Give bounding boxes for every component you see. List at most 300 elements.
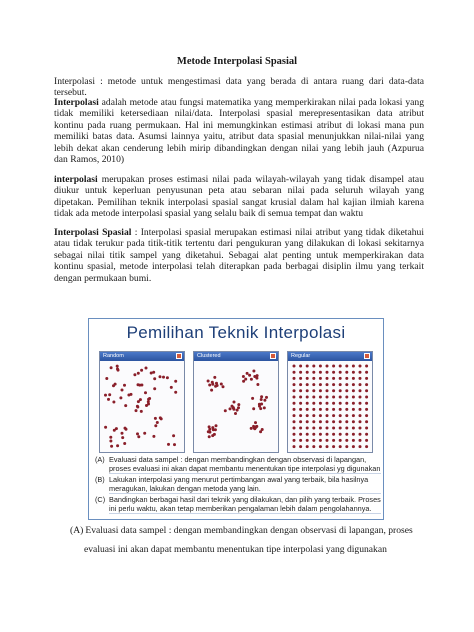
regular-point: [345, 427, 348, 430]
regular-point: [293, 389, 296, 392]
random-point: [121, 436, 124, 439]
regular-point: [365, 396, 368, 399]
regular-point: [352, 371, 355, 374]
step-text: Lakukan interpolasi yang menurut pertimbangan awal yang terbaik, bila hasilnya meragukan, lakukan dengan metoda yang lain.: [109, 475, 381, 494]
regular-point: [352, 408, 355, 411]
caption-line-2: evaluasi ini akan dapat membantu menentukan tipe interpolasi yang digunakan: [84, 544, 387, 555]
regular-point: [306, 414, 309, 417]
regular-point: [299, 414, 302, 417]
regular-point: [326, 439, 329, 442]
paragraph-estimasi-text: merupakan proses estimasi nilai pada wilayah-wilayah yang tidak disampel atau diukur untuk keperluan penyusunan peta atau sebaran nilai pada seluruh wilayah yang dipetakan. Pemilihan teknik interpolasi spasial sangat krusial dalam hal kajian ilmiah karena tidak ada metode interpolasi spasial yang selalu baik di semua tempat dan waktu: [54, 174, 424, 220]
random-point: [105, 377, 108, 380]
clustered-point: [253, 427, 256, 430]
window-titlebar-random: [100, 352, 184, 361]
random-point: [150, 372, 153, 375]
regular-point: [299, 445, 302, 448]
random-point: [162, 376, 165, 379]
regular-point: [312, 383, 315, 386]
regular-point: [332, 445, 335, 448]
clustered-points-plot: [194, 361, 278, 452]
document-title: Metode Interpolasi Spasial: [176, 56, 298, 67]
random-point: [152, 435, 155, 438]
random-point: [137, 435, 140, 438]
step-letter: (B): [95, 474, 105, 484]
figure-title: Pemilihan Teknik Interpolasi: [126, 323, 346, 342]
figure-step-a: [95, 455, 381, 474]
regular-point: [359, 433, 362, 436]
regular-points-plot: [288, 361, 372, 452]
regular-point: [332, 408, 335, 411]
regular-point: [312, 414, 315, 417]
regular-point: [339, 396, 342, 399]
regular-point: [352, 420, 355, 423]
regular-point: [365, 371, 368, 374]
regular-point: [312, 433, 315, 436]
regular-point: [365, 408, 368, 411]
regular-point: [345, 445, 348, 448]
paragraph-spasial-text: : Interpolasi spasial merupakan estimasi nilai atribut yang tidak diketahui atau tidak terukur pada titik-titik tertentu dari pengukuran yang dilakukan di lokasi sekitarnya sebagai nilai titik sampel yang diketahui. Sebagai alat penting untuk memperkirakan data kontinu spasial, metode interpolasi telah diterapkan pada berbagai disiplin ilmu yang terkait dengan permukaan bumi.: [54, 227, 424, 284]
regular-point: [332, 439, 335, 442]
random-point: [121, 432, 124, 435]
regular-point: [359, 402, 362, 405]
regular-point: [359, 383, 362, 386]
regular-point: [326, 402, 329, 405]
regular-point: [293, 365, 296, 368]
random-point: [154, 424, 157, 427]
random-point: [136, 405, 139, 408]
clustered-point: [263, 406, 266, 409]
regular-point: [352, 389, 355, 392]
clustered-point: [237, 406, 240, 409]
close-icon: [364, 353, 370, 359]
regular-point: [306, 383, 309, 386]
regular-point: [319, 396, 322, 399]
regular-point: [365, 389, 368, 392]
regular-point: [359, 420, 362, 423]
clustered-point: [256, 383, 259, 386]
regular-point: [359, 427, 362, 430]
clustered-point: [234, 412, 237, 415]
regular-point: [332, 420, 335, 423]
random-point: [159, 416, 162, 419]
random-point: [156, 421, 159, 424]
regular-point: [352, 433, 355, 436]
regular-point: [312, 420, 315, 423]
figure-steps-list: [95, 455, 381, 515]
regular-point: [306, 433, 309, 436]
regular-point: [365, 383, 368, 386]
regular-point: [312, 439, 315, 442]
regular-point: [319, 383, 322, 386]
regular-point: [293, 414, 296, 417]
close-icon: [270, 353, 276, 359]
regular-point: [312, 396, 315, 399]
regular-point: [359, 377, 362, 380]
clustered-point: [208, 384, 211, 387]
clustered-point: [250, 427, 253, 430]
regular-point: [293, 383, 296, 386]
regular-point: [365, 427, 368, 430]
figure-step-b: [95, 475, 381, 494]
random-point: [104, 426, 107, 429]
clustered-point: [215, 424, 218, 427]
step-text: Bandingkan berbagai hasil dari teknik yang dilakukan, dan pilih yang terbaik. Proses ini perlu waktu, akan tetap memberikan pengalaman lebih dalam pengolahannya.: [109, 494, 381, 514]
paragraph-definition: Interpolasi : metode untuk mengestimasi data yang berada di antara ruang dari data-data tersebut.: [54, 76, 424, 99]
random-point: [167, 443, 170, 446]
window-titlebar-regular: [288, 352, 372, 361]
random-point: [148, 397, 151, 400]
regular-point: [312, 371, 315, 374]
regular-point: [345, 402, 348, 405]
regular-point: [306, 377, 309, 380]
regular-point: [345, 414, 348, 417]
regular-point: [345, 365, 348, 368]
regular-point: [306, 396, 309, 399]
clustered-point: [254, 421, 257, 424]
regular-point: [345, 371, 348, 374]
regular-point: [299, 408, 302, 411]
regular-point: [339, 414, 342, 417]
random-point: [159, 375, 162, 378]
regular-point: [332, 365, 335, 368]
regular-point: [299, 402, 302, 405]
clustered-point: [211, 434, 214, 437]
clustered-point: [213, 376, 216, 379]
random-point: [113, 429, 116, 432]
regular-point: [306, 408, 309, 411]
regular-point: [299, 420, 302, 423]
regular-point: [359, 408, 362, 411]
figure-step-c: [95, 495, 381, 514]
random-point: [138, 384, 141, 387]
regular-point: [339, 427, 342, 430]
regular-point: [345, 389, 348, 392]
regular-point: [339, 420, 342, 423]
random-point: [124, 427, 127, 430]
random-point: [109, 440, 112, 443]
regular-point: [293, 371, 296, 374]
random-point: [110, 445, 113, 448]
random-point: [107, 398, 110, 401]
regular-point: [339, 365, 342, 368]
regular-point: [345, 396, 348, 399]
regular-point: [306, 439, 309, 442]
random-point: [116, 368, 119, 371]
clustered-point: [265, 396, 268, 399]
window-regular: [287, 351, 373, 453]
regular-point: [332, 433, 335, 436]
regular-point: [352, 414, 355, 417]
caption-line-1: Evaluasi data sampel : dengan membandingkan dengan observasi di lapangan, proses: [85, 525, 413, 536]
random-point: [116, 444, 119, 447]
term-interpolasi: Interpolasi: [54, 97, 99, 108]
clustered-point: [248, 374, 251, 377]
regular-point: [312, 427, 315, 430]
regular-point: [352, 377, 355, 380]
clustered-point: [207, 380, 210, 383]
window-titlebar-clustered: [194, 352, 278, 361]
regular-point: [326, 427, 329, 430]
regular-point: [326, 408, 329, 411]
regular-point: [332, 427, 335, 430]
regular-point: [299, 371, 302, 374]
regular-point: [319, 439, 322, 442]
window-label-random: Random: [103, 353, 124, 359]
regular-point: [319, 371, 322, 374]
regular-point: [359, 389, 362, 392]
regular-point: [339, 383, 342, 386]
regular-point: [339, 389, 342, 392]
clustered-point: [222, 385, 225, 388]
regular-point: [306, 445, 309, 448]
regular-point: [352, 445, 355, 448]
clustered-point: [252, 407, 255, 410]
paragraph-interpolasi: [54, 97, 424, 165]
regular-point: [332, 389, 335, 392]
regular-point: [326, 389, 329, 392]
window-clustered: [193, 351, 279, 453]
random-point: [140, 410, 143, 413]
regular-point: [306, 427, 309, 430]
regular-point: [306, 402, 309, 405]
random-point: [135, 409, 138, 412]
random-point: [112, 401, 115, 404]
random-point: [172, 434, 175, 437]
regular-point: [332, 396, 335, 399]
random-point: [108, 393, 111, 396]
regular-point: [339, 408, 342, 411]
term-interpolasi-2: interpolasi: [54, 174, 98, 185]
clustered-point: [210, 389, 213, 392]
regular-point: [326, 433, 329, 436]
regular-point: [312, 377, 315, 380]
window-label-regular: Regular: [291, 353, 311, 359]
regular-point: [299, 396, 302, 399]
random-point: [147, 403, 150, 406]
regular-point: [359, 445, 362, 448]
random-point: [144, 391, 147, 394]
clustered-point: [229, 407, 232, 410]
clustered-point: [220, 383, 223, 386]
clustered-point: [244, 378, 247, 381]
random-points-plot: [100, 361, 184, 452]
window-label-clustered: Clustered: [197, 353, 221, 359]
regular-point: [299, 389, 302, 392]
regular-point: [319, 389, 322, 392]
random-point: [173, 443, 176, 446]
regular-point: [319, 402, 322, 405]
regular-point: [365, 365, 368, 368]
regular-point: [293, 427, 296, 430]
regular-point: [319, 377, 322, 380]
regular-point: [365, 414, 368, 417]
paragraph-estimasi: [54, 174, 424, 220]
regular-point: [312, 445, 315, 448]
regular-point: [312, 402, 315, 405]
random-point: [136, 432, 139, 435]
regular-point: [306, 371, 309, 374]
regular-point: [299, 433, 302, 436]
close-icon: [176, 353, 182, 359]
regular-point: [319, 427, 322, 430]
random-point: [174, 391, 177, 394]
clustered-point: [207, 430, 210, 433]
regular-point: [306, 365, 309, 368]
regular-point: [293, 377, 296, 380]
random-point: [153, 387, 156, 390]
random-point: [110, 366, 113, 369]
regular-point: [332, 371, 335, 374]
regular-point: [319, 445, 322, 448]
regular-point: [339, 377, 342, 380]
term-interpolasi-spasial: Interpolasi Spasial: [54, 227, 132, 238]
step-letter: (C): [95, 494, 106, 504]
clustered-point: [246, 372, 249, 375]
regular-point: [359, 439, 362, 442]
clustered-point: [233, 401, 236, 404]
regular-point: [306, 389, 309, 392]
regular-point: [299, 383, 302, 386]
regular-point: [365, 445, 368, 448]
random-point: [133, 373, 136, 376]
regular-point: [352, 427, 355, 430]
random-point: [127, 394, 130, 397]
regular-point: [312, 389, 315, 392]
regular-point: [345, 420, 348, 423]
random-point: [109, 436, 112, 439]
clustered-point: [260, 398, 263, 401]
clustered-point: [242, 375, 245, 378]
clustered-point: [259, 430, 262, 433]
paragraph-interpolasi-text: adalah metode atau fungsi matematika yang memperkirakan nilai pada lokasi yang tidak memiliki ketersediaan nilai/data. Interpolasi spasial merepresentasikan data atribut kontinu pada ruang permukaan. Hal ini memungkinkan estimasi atribut di lokasi mana pun memiliki batas data. Asumsi lainnya yaitu, atribut data spasial menunjukkan nilai-nilai yang lebih dekat akan cenderung lebih mirip dibandingkan dengan nilai yang lebih jauh (Azpurua dan Ramos, 2010): [54, 97, 424, 166]
regular-point: [352, 402, 355, 405]
regular-point: [319, 414, 322, 417]
clustered-point: [258, 403, 261, 406]
regular-point: [299, 377, 302, 380]
random-point: [153, 377, 156, 380]
step-text: Evaluasi data sampel : dengan membandingkan dengan observasi di lapangan, proses evaluasi ini akan dapat membantu menentukan tipe interpolasi yg digunakan: [109, 455, 381, 474]
regular-point: [352, 365, 355, 368]
regular-point: [293, 408, 296, 411]
regular-point: [293, 420, 296, 423]
regular-point: [319, 420, 322, 423]
regular-point: [306, 420, 309, 423]
regular-point: [326, 383, 329, 386]
regular-point: [326, 414, 329, 417]
clustered-point: [224, 409, 227, 412]
clustered-point: [260, 395, 263, 398]
random-point: [123, 442, 126, 445]
regular-point: [352, 383, 355, 386]
random-point: [139, 398, 142, 401]
clustered-point: [208, 435, 211, 438]
clustered-point: [211, 381, 214, 384]
regular-point: [326, 420, 329, 423]
regular-point: [332, 383, 335, 386]
regular-point: [299, 427, 302, 430]
random-point: [174, 380, 177, 383]
clustered-point: [251, 397, 254, 400]
random-point: [166, 376, 169, 379]
regular-point: [319, 365, 322, 368]
regular-point: [352, 439, 355, 442]
random-point: [143, 432, 146, 435]
regular-point: [345, 408, 348, 411]
regular-point: [332, 377, 335, 380]
random-point: [119, 396, 122, 399]
random-point: [145, 367, 148, 370]
regular-point: [299, 365, 302, 368]
regular-point: [319, 408, 322, 411]
random-point: [170, 386, 173, 389]
regular-point: [326, 445, 329, 448]
regular-point: [359, 371, 362, 374]
regular-point: [359, 365, 362, 368]
regular-point: [293, 445, 296, 448]
clustered-point: [263, 399, 266, 402]
clustered-point: [232, 408, 235, 411]
step-letter: (A): [95, 455, 105, 464]
regular-point: [299, 439, 302, 442]
regular-point: [345, 383, 348, 386]
regular-point: [345, 439, 348, 442]
regular-point: [326, 371, 329, 374]
regular-point: [339, 371, 342, 374]
regular-point: [345, 433, 348, 436]
clustered-point: [208, 428, 211, 431]
caption-paragraph: [70, 521, 420, 559]
clustered-point: [255, 377, 258, 380]
interpolation-figure: [88, 318, 384, 520]
random-point: [104, 394, 107, 397]
regular-point: [326, 396, 329, 399]
clustered-point: [216, 384, 219, 387]
regular-point: [339, 439, 342, 442]
regular-point: [352, 396, 355, 399]
regular-point: [365, 420, 368, 423]
regular-point: [359, 414, 362, 417]
clustered-point: [212, 428, 215, 431]
random-point: [121, 389, 124, 392]
regular-point: [339, 433, 342, 436]
clustered-point: [252, 370, 255, 373]
random-point: [116, 365, 119, 368]
random-point: [114, 383, 117, 386]
regular-point: [359, 396, 362, 399]
regular-point: [293, 433, 296, 436]
random-point: [140, 369, 143, 372]
regular-point: [365, 402, 368, 405]
paragraph-spasial: [54, 227, 424, 284]
regular-point: [365, 433, 368, 436]
regular-point: [319, 433, 322, 436]
regular-point: [339, 402, 342, 405]
caption-letter: (A): [70, 525, 84, 536]
clustered-point: [250, 378, 253, 381]
regular-point: [345, 377, 348, 380]
window-random: [99, 351, 185, 453]
random-point: [124, 404, 127, 407]
regular-point: [332, 414, 335, 417]
regular-point: [365, 377, 368, 380]
regular-point: [326, 365, 329, 368]
regular-point: [365, 439, 368, 442]
regular-point: [293, 439, 296, 442]
regular-point: [312, 408, 315, 411]
regular-point: [326, 377, 329, 380]
regular-point: [293, 396, 296, 399]
regular-point: [312, 365, 315, 368]
